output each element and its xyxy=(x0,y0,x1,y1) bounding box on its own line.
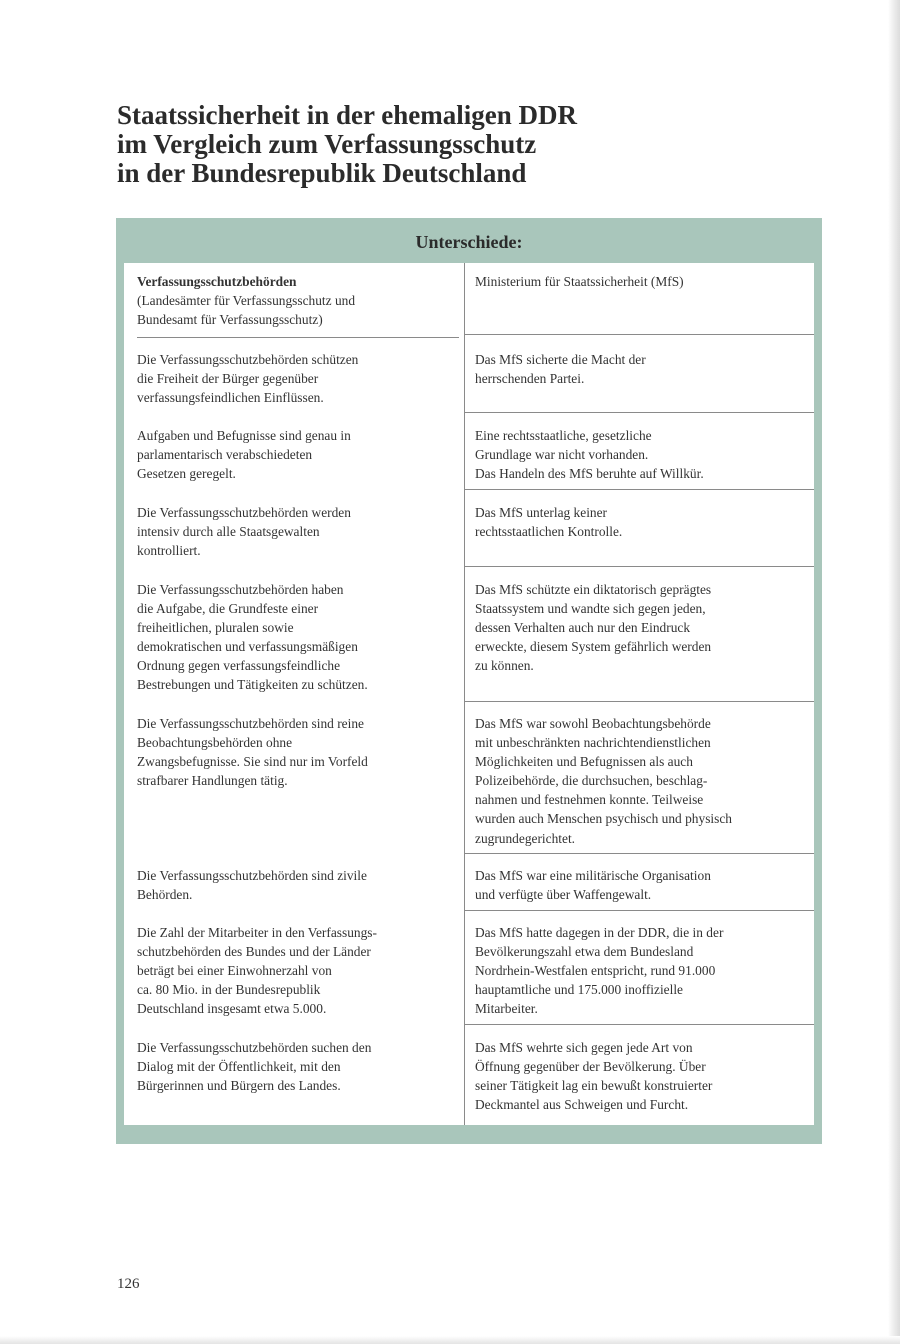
row-3-left: Die Verfassungsschutzbehörden werden intensiv durch alle Staatsgewalten kontrolliert. xyxy=(137,505,351,559)
row-separator xyxy=(465,489,814,490)
row-6-right: Das MfS war eine militärische Organisation und verfügte über Waffengewalt. xyxy=(475,868,711,903)
title-line-1: Staatssicherheit in der ehemaligen DDR xyxy=(117,100,577,130)
row-separator xyxy=(465,910,814,911)
row-separator xyxy=(465,701,814,702)
row-7-right: Das MfS hatte dagegen in der DDR, die in der Bevölkerungszahl etwa dem Bundesland Nordrhein-Westfalen entspricht, rund 91.000 hauptamtliche und 175.000 inoffizielle Mitarbeiter. xyxy=(475,925,724,1017)
row-3-right: Das MfS unterlag keiner rechtsstaatlichen Kontrolle. xyxy=(475,505,623,540)
header-right-title: Ministerium für Staatssicherheit (MfS) xyxy=(475,274,684,289)
comparison-panel xyxy=(116,218,822,1144)
title-line-3: in der Bundesrepublik Deutschland xyxy=(117,158,527,188)
column-divider xyxy=(464,263,465,1125)
row-separator xyxy=(465,412,814,413)
row-separator xyxy=(465,853,814,854)
header-left-title: Verfassungsschutzbehörden xyxy=(137,274,297,289)
row-2-left: Aufgaben und Befugnisse sind genau in parlamentarisch verabschiedeten Gesetzen geregelt. xyxy=(137,428,351,482)
row-8-right: Das MfS wehrte sich gegen jede Art von Öffnung gegenüber der Bevölkerung. Über seiner Tätigkeit lag ein bewußt konstruierter Deckmantel aus Schweigen und Furcht. xyxy=(475,1040,713,1113)
row-2-right: Eine rechtsstaatliche, gesetzliche Grundlage war nicht vorhanden. Das Handeln des MfS beruhte auf Willkür. xyxy=(475,428,704,482)
page-title xyxy=(117,101,717,188)
row-4-right: Das MfS schützte ein diktatorisch geprägtes Staatssystem und wandte sich gegen jeden, dessen Verhalten auch nur den Eindruck erweckte, diesem System gefährlich werden zu können. xyxy=(475,582,712,674)
header-left-subtitle: (Landesämter für Verfassungsschutz und Bundesamt für Verfassungsschutz) xyxy=(137,293,356,328)
page-edge-bottom xyxy=(0,1336,900,1344)
page-number: 126 xyxy=(117,1276,140,1292)
table-heading: Unterschiede: xyxy=(415,232,523,252)
page-edge xyxy=(888,0,900,1344)
row-7-left: Die Zahl der Mitarbeiter in den Verfassungs- schutzbehörden des Bundes und der Länder beträgt bei einer Einwohnerzahl von ca. 80 Mio. in der Bundesrepublik Deutschland insgesamt etwa 5.000. xyxy=(137,925,377,1017)
row-separator xyxy=(137,337,459,338)
row-8-left: Die Verfassungsschutzbehörden suchen den Dialog mit der Öffentlichkeit, mit den Bürgerinnen und Bürgern des Landes. xyxy=(137,1040,372,1094)
comparison-table xyxy=(124,263,814,1125)
row-5-left: Die Verfassungsschutzbehörden sind reine Beobachtungsbehörden ohne Zwangsbefugnisse. Sie sind nur im Vorfeld strafbarer Handlungen tätig. xyxy=(137,716,368,789)
title-line-2: im Vergleich zum Verfassungsschutz xyxy=(117,129,537,159)
row-5-right: Das MfS war sowohl Beobachtungsbehörde mit unbeschränkten nachrichtendienstlichen Möglichkeiten und Befugnissen als auch Polizeibehörde, die durchsuchen, beschlag- nahmen und festnehmen konnte. Teilweise wurden auch Menschen psychisch und physisch zugrundegerichtet. xyxy=(475,716,732,846)
row-separator xyxy=(465,566,814,567)
row-1-right: Das MfS sicherte die Macht der herrschenden Partei. xyxy=(475,352,646,387)
row-1-left: Die Verfassungsschutzbehörden schützen die Freiheit der Bürger gegenüber verfassungsfeindlichen Einflüssen. xyxy=(137,352,359,406)
row-4-left: Die Verfassungsschutzbehörden haben die Aufgabe, die Grundfeste einer freiheitlichen, pluralen sowie demokratischen und verfassungsmäßigen Ordnung gegen verfassungsfeindliche Bestrebungen und Tätigkeiten zu schützen. xyxy=(137,582,368,693)
row-separator xyxy=(465,1024,814,1025)
row-separator xyxy=(465,334,814,335)
row-6-left: Die Verfassungsschutzbehörden sind zivile Behörden. xyxy=(137,868,367,903)
